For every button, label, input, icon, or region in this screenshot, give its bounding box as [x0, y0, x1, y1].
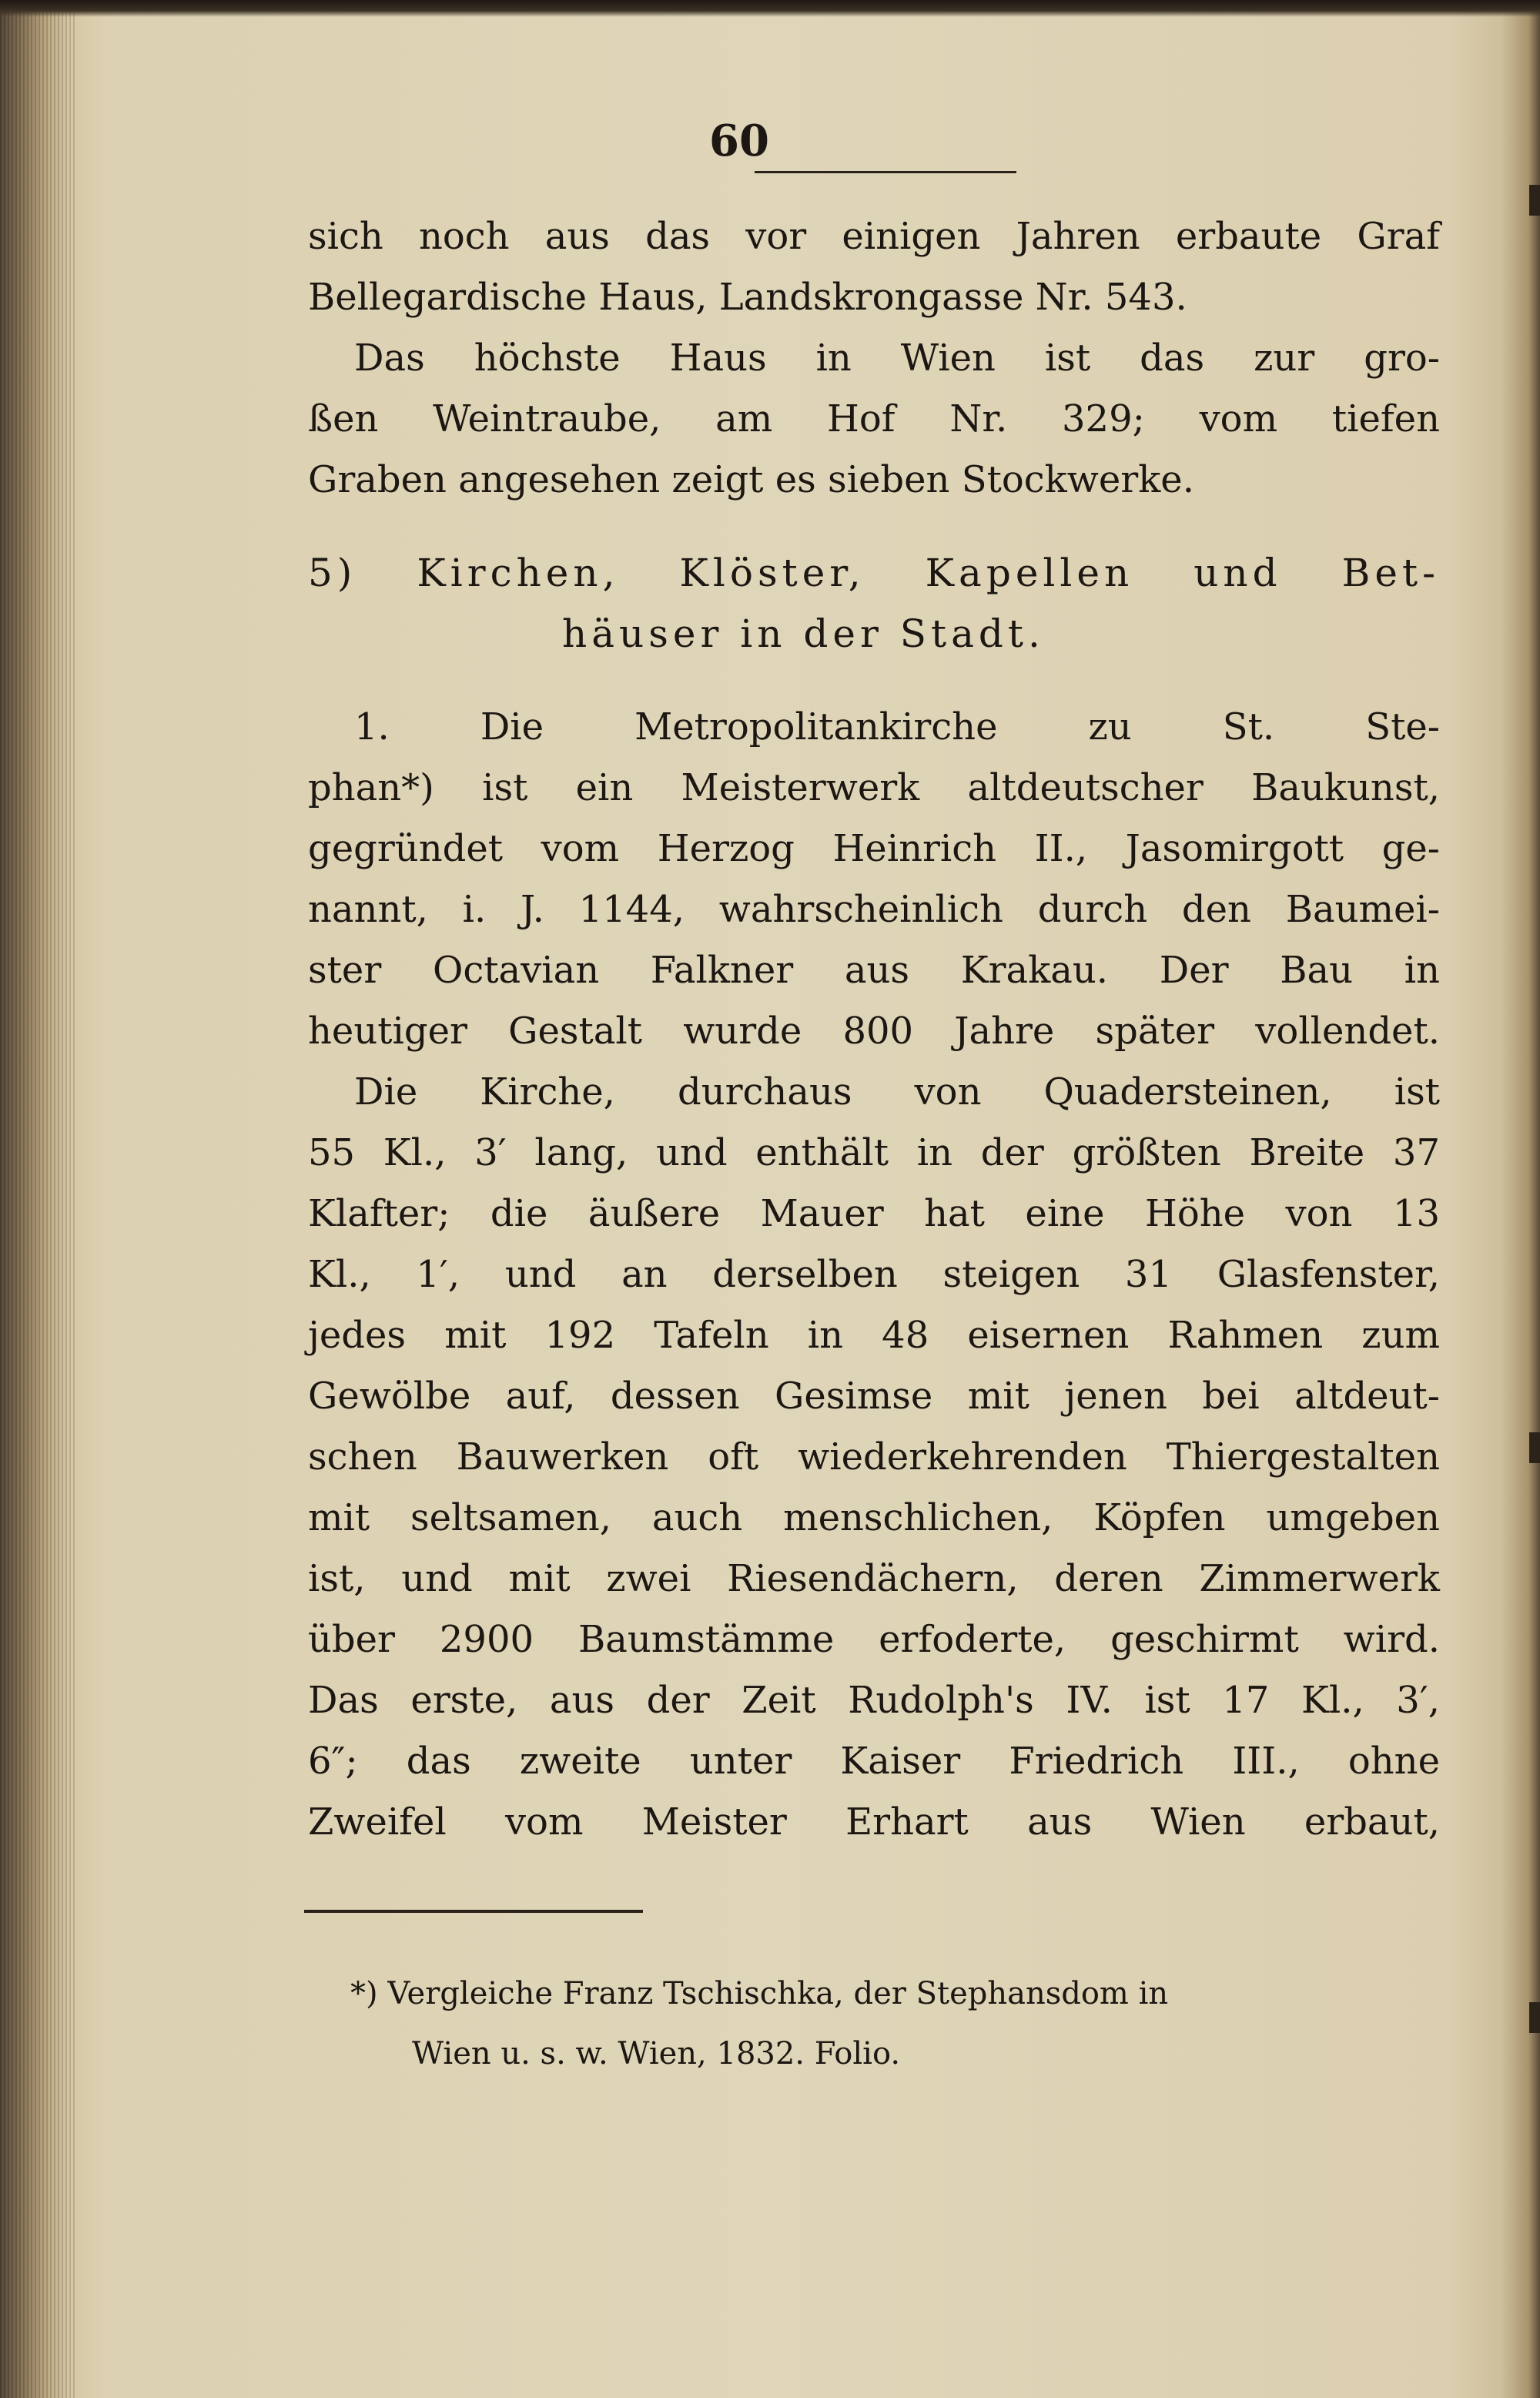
- text-line: nannt, i. J. 1144, wahrscheinlich durch den Baumei-: [308, 888, 1440, 931]
- top-shadow: [0, 0, 1540, 17]
- section-heading-line: 5) Kirchen, Klöster, Kapellen und Bet-: [308, 551, 1440, 595]
- section-heading-line: häuser in der Stadt.: [562, 611, 1045, 656]
- page-number: 60: [709, 116, 769, 166]
- text-line: über 2900 Baumstämme erfoderte, geschirmt wird.: [308, 1618, 1440, 1661]
- text-line: mit seltsamen, auch menschlichen, Köpfen umgeben: [308, 1496, 1440, 1539]
- text-line: ßen Weintraube, am Hof Nr. 329; vom tiefen: [308, 397, 1440, 440]
- book-page-edges: [0, 0, 77, 2398]
- footnote-line: Wien u. s. w. Wien, 1832. Folio.: [412, 2036, 901, 2071]
- text-line: phan*) ist ein Meisterwerk altdeutscher Baukunst,: [308, 766, 1440, 809]
- text-line: 1. Die Metropolitankirche zu St. Ste-: [354, 705, 1440, 749]
- footnote-line: *) Vergleiche Franz Tschischka, der Stephansdom in: [350, 1976, 1169, 2011]
- text-line: Das höchste Haus in Wien ist das zur gro-: [354, 337, 1440, 380]
- text-line: schen Bauwerken oft wiederkehrenden Thiergestalten: [308, 1435, 1440, 1479]
- text-line: ster Octavian Falkner aus Krakau. Der Bau in: [308, 949, 1440, 992]
- page-number-rule: [755, 171, 1016, 173]
- text-line: sich noch aus das vor einigen Jahren erbaute Graf: [308, 215, 1440, 258]
- page-edge-mark: [1529, 1432, 1540, 1463]
- text-line: heutiger Gestalt wurde 800 Jahre später vollendet.: [308, 1010, 1440, 1053]
- page-body: [308, 206, 1440, 1853]
- text-line: Klafter; die äußere Mauer hat eine Höhe von 13: [308, 1192, 1440, 1235]
- text-line: Graben angesehen zeigt es sieben Stockwerke.: [308, 458, 1194, 501]
- text-line: ist, und mit zwei Riesendächern, deren Zimmerwerk: [308, 1557, 1440, 1600]
- text-line: jedes mit 192 Tafeln in 48 eisernen Rahmen zum: [308, 1314, 1440, 1357]
- spacer: [308, 665, 1440, 697]
- text-line: Kl., 1′, und an derselben steigen 31 Glasfenster,: [308, 1253, 1440, 1296]
- spacer: [308, 511, 1440, 543]
- page-edge-mark: [1529, 2002, 1540, 2033]
- footnote: [350, 1964, 1428, 2084]
- text-line: Gewölbe auf, dessen Gesimse mit jenen bei altdeut-: [308, 1375, 1440, 1418]
- text-line: Zweifel vom Meister Erhart aus Wien erbaut,: [308, 1800, 1440, 1844]
- page-edge-mark: [1529, 185, 1540, 216]
- footnote-rule: [304, 1910, 643, 1913]
- text-line: 6″; das zweite unter Kaiser Friedrich III., ohne: [308, 1740, 1440, 1783]
- text-line: Das erste, aus der Zeit Rudolph's IV. ist 17 Kl., 3′,: [308, 1679, 1440, 1722]
- text-line: gegründet vom Herzog Heinrich II., Jasomirgott ge-: [308, 827, 1440, 870]
- text-line: Die Kirche, durchaus von Quadersteinen, ist: [354, 1070, 1440, 1114]
- text-line: Bellegardische Haus, Landskrongasse Nr. 543.: [308, 276, 1187, 319]
- text-line: 55 Kl., 3′ lang, und enthält in der größten Breite 37: [308, 1131, 1440, 1174]
